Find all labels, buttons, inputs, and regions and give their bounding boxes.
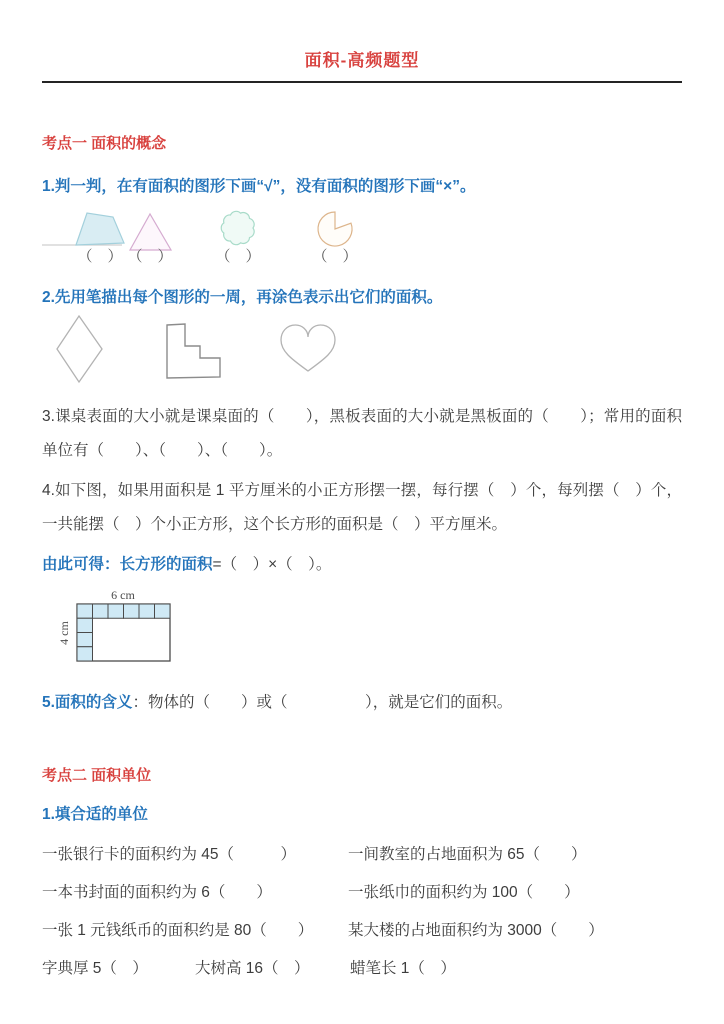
figure-trace-shapes bbox=[56, 315, 356, 390]
question-5-text: ：物体的（ ）或（ ），就是它们的面积。 bbox=[132, 694, 513, 711]
question-1: 1.判一判，在有面积的图形下画“√”，没有面积的图形下画“×”。 bbox=[42, 178, 476, 195]
question-5 bbox=[42, 686, 682, 720]
answer-paren-3: （ ） bbox=[215, 248, 261, 264]
rect-width-label: 6 cm bbox=[111, 588, 135, 602]
unit-item-classroom: 一间教室的占地面积为 65（ ） bbox=[348, 846, 587, 863]
unit-item-banknote: 一张 1 元钱纸币的面积约是 80（ ） bbox=[42, 922, 314, 939]
answer-paren-4: （ ） bbox=[312, 248, 358, 264]
unit-item-crayon: 蜡笔长 1（ ） bbox=[350, 960, 456, 977]
derived-formula-line bbox=[42, 548, 682, 582]
page-title: 面积-高频题型 bbox=[304, 51, 420, 70]
question-3: 3.课桌表面的大小就是课桌面的（ ），黑板表面的大小就是黑板面的（ ）；常用的面积单位有（ ）、（ ）、（ ）。 bbox=[42, 408, 682, 459]
answer-paren-1: （ ） bbox=[77, 248, 123, 264]
green-cloud-shape bbox=[221, 211, 254, 244]
question-5-label: 5.面积的含义 bbox=[42, 694, 133, 711]
unit-item-tissue: 一张纸巾的面积约为 100（ ） bbox=[348, 884, 580, 901]
diamond-shape bbox=[57, 316, 102, 382]
question-2: 2.先用笔描出每个图形的一周，再涂色表示出它们的面积。 bbox=[42, 289, 443, 306]
figure-grid-rectangle bbox=[55, 588, 185, 676]
unit-fill-exercises bbox=[42, 836, 682, 988]
unit-row-1 bbox=[42, 836, 682, 874]
heart-shape bbox=[281, 325, 335, 371]
question-4: 4.如下图，如果用面积是 1 平方厘米的小正方形摆一摆，每行摆（ ）个，每列摆（ ）个，一共能摆（ ）个小正方形，这个长方形的面积是（ ）平方厘米。 bbox=[42, 482, 682, 533]
unit-item-bank-card: 一张银行卡的面积约为 45（ ） bbox=[42, 846, 297, 863]
unit-row-3 bbox=[42, 912, 682, 950]
unit-row-4 bbox=[42, 950, 682, 988]
pink-triangle-shape bbox=[130, 214, 171, 250]
unit-item-dictionary: 字典厚 5（ ） bbox=[42, 960, 148, 977]
section1-heading: 考点一 面积的概念 bbox=[42, 135, 167, 152]
answer-paren-2: （ ） bbox=[127, 248, 173, 264]
derived-formula-label: 由此可得：长方形的面积 bbox=[42, 556, 213, 573]
unit-item-tree: 大树高 16（ ） bbox=[195, 960, 310, 977]
blue-quadrilateral-shape bbox=[76, 213, 124, 245]
figure-judge-shapes bbox=[42, 204, 387, 264]
staircase-shape bbox=[167, 324, 220, 378]
orange-pacman-shape bbox=[318, 212, 352, 246]
unit-item-building: 某大楼的占地面积约为 3000（ ） bbox=[348, 922, 604, 939]
unit-row-2 bbox=[42, 874, 682, 912]
left-column-unit-squares bbox=[77, 604, 93, 661]
derived-formula-equation: =（ ）×（ ）。 bbox=[212, 556, 332, 573]
unit-item-book-cover: 一本书封面的面积约为 6（ ） bbox=[42, 884, 272, 901]
section2-heading: 考点二 面积单位 bbox=[42, 767, 152, 784]
title-rule bbox=[42, 81, 682, 83]
section2-subheading: 1.填合适的单位 bbox=[42, 806, 148, 823]
rect-height-label: 4 cm bbox=[57, 621, 71, 645]
